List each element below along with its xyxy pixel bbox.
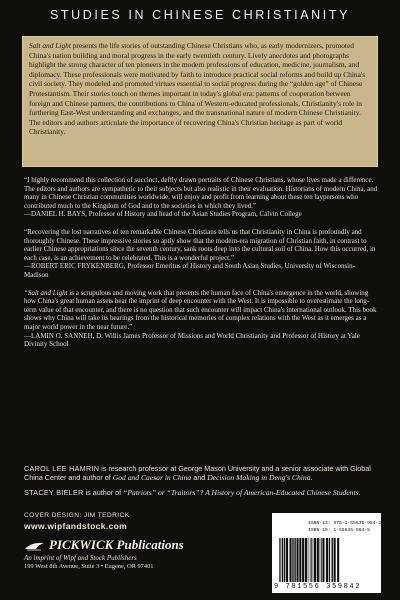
barcode-bar	[286, 538, 288, 582]
endorsement-2	[24, 228, 378, 280]
isbn-13: ISBN-13: 978-1-55635-984-2	[308, 521, 382, 526]
editor-bio-hamrin	[24, 464, 378, 482]
barcode-bar	[314, 538, 316, 582]
barcode-bar	[320, 538, 321, 582]
barcode-bar	[313, 538, 314, 582]
endorsement-book-title: “Salt and Light	[24, 288, 68, 297]
publisher-name: PICKWICK Publications	[49, 537, 184, 552]
editor-bio-bieler	[24, 488, 378, 497]
endorsements	[24, 176, 378, 358]
barcode-bar	[329, 538, 330, 582]
bio-book-title: God and Caesar in China	[112, 473, 192, 483]
barcode-bar	[284, 538, 285, 582]
bio-book-title: “Patriots” or “Traitors”? A History of American-Educated Chinese Students.	[123, 488, 361, 497]
summary-book-title: Salt and Light	[29, 41, 71, 50]
barcode-bar	[292, 538, 293, 582]
endorsement-attribution: —LAMIN O. SANNEH, D. Willis James Professor of Missions and World Christianity and Professor of History at Yale Divinity School	[24, 331, 360, 349]
endorsement-quote: “I highly recommend this collection of succinct, deftly drawn portraits of Chinese Christians, whose lives made a difference. The editors and authors are sympathetic to their subjects but also realistic in their evaluation. Historians of modern China, and many in Chinese Christian communities worldwide, will enjoy and profit from learning about these ten laypersons who contributed much to the Kingdom of God and to the societies in which they lived.”	[24, 176, 378, 210]
bio-book-title: Decision Making in Deng's China.	[207, 473, 313, 483]
barcode-bar	[290, 538, 292, 582]
barcode-bar	[310, 538, 311, 582]
barcode-bar	[282, 538, 283, 582]
endorsement-1	[24, 176, 378, 219]
barcode-bar	[294, 538, 295, 582]
summary-text	[29, 41, 371, 137]
publisher-imprint: An imprint of Wipf and Stock Publishers	[24, 554, 137, 562]
publisher-logo-row	[24, 537, 184, 553]
isbn-barcode	[272, 513, 381, 593]
barcode-bar	[311, 538, 312, 582]
editor-name: STACEY BIELER	[24, 488, 84, 497]
endorsement-attribution: —DANIEL H. BAYS, Professor of History and head of the Asian Studies Program, Calvin College	[24, 210, 302, 219]
barcode-bar	[326, 538, 328, 582]
bio-text: is research professor at George Mason University and a senior associate with Global China Center and author of	[24, 464, 371, 483]
summary-panel	[22, 36, 378, 167]
publisher-address: 199 West 8th Avenue, Suite 3 • Eugene, OR 97401	[24, 563, 154, 570]
barcode-bar	[302, 538, 304, 582]
barcode-bar	[299, 538, 301, 582]
endorsement-3	[24, 289, 378, 349]
editor-name: CAROL LEE HAMRIN	[24, 464, 100, 473]
barcode-bar	[317, 538, 319, 582]
bio-connector: and	[191, 473, 208, 483]
barcode-bar	[280, 538, 281, 582]
isbn-10: ISBN-10: 1-55635-984-5	[308, 528, 370, 533]
barcode-bar	[322, 538, 324, 582]
bio-text: is author of	[83, 488, 124, 497]
series-title: STUDIES IN CHINESE CHRISTIANITY	[49, 8, 351, 22]
summary-body: presents the life stories of outstanding Chinese Christians who, as early modernizers, promoted China's nation building and moral progress in the early twentieth century. Lively anecdotes and photographs highlight the strong character of ten pioneers in the modern professions of education, medicine, journalism, and diplomacy. These professionals were motivated by faith to introduce practical social reforms and build up China's civil society. They modeled and promoted virtues essential to social progress during the “golden age” of Chinese Protestantism. Their stories touch on themes important in today's global era: patterns of cooperation between foreign and Chinese partners, the contributions to China of Western-educated professionals, Christianity's role in furthering East-West understanding and exchanges, and the transnational nature of modern Chinese Christianity. The editors and authors articulate the importance of recovering China's Christian heritage as part of world Christianity.	[29, 41, 366, 137]
barcode-bar	[305, 538, 307, 582]
publisher-website-link[interactable]: www.wipfandstock.com	[24, 521, 128, 531]
endorsement-quote: “Recovering the lost narratives of ten remarkable Chinese Christians tells us that Christianity in China is profoundly and thoroughly Chinese. These impressive stories so aptly show that the modern-era migration of Christian faith, in contrast to earlier Chinese appropriations since the seventh century, sank roots deep into the cultural soil of China. How this occurred, in each case, is an achievement to be celebrated. This is a wonderful project.”	[24, 227, 376, 262]
pickwick-logo-icon	[24, 539, 46, 551]
barcode-bar	[279, 538, 280, 582]
barcode-bar	[308, 538, 309, 582]
barcode-bar	[332, 538, 333, 582]
barcode-bar	[337, 538, 339, 582]
endorsement-attribution: —ROBERT ERIC FRYKENBERG, Professor Emeritus of History and South Asian Studies, University of Wisconsin-Madison	[24, 262, 355, 279]
cover-design-credit: COVER DESIGN: JIM TEDRICK	[24, 512, 130, 519]
barcode-bar	[334, 538, 336, 582]
barcode-bar	[321, 538, 322, 582]
barcode-bars	[278, 538, 375, 582]
publisher-block	[24, 512, 184, 570]
barcode-bar	[297, 538, 299, 582]
barcode-number: 9 781556 359842	[274, 583, 362, 591]
endorsement-quote: is a scrupulous and moving work that presents the human face of China's emergence in the world, showing how China's great human assets bear the imprint of deep encounter with the West. It is impossible to overestimate the long-term value of that encounter, and there is no question that such encounter will impact China's international outlook. This book shows why China will take its bearings from the historical memories of complex relations with the West as it emerges as a major world power in the near future.”	[24, 288, 377, 331]
